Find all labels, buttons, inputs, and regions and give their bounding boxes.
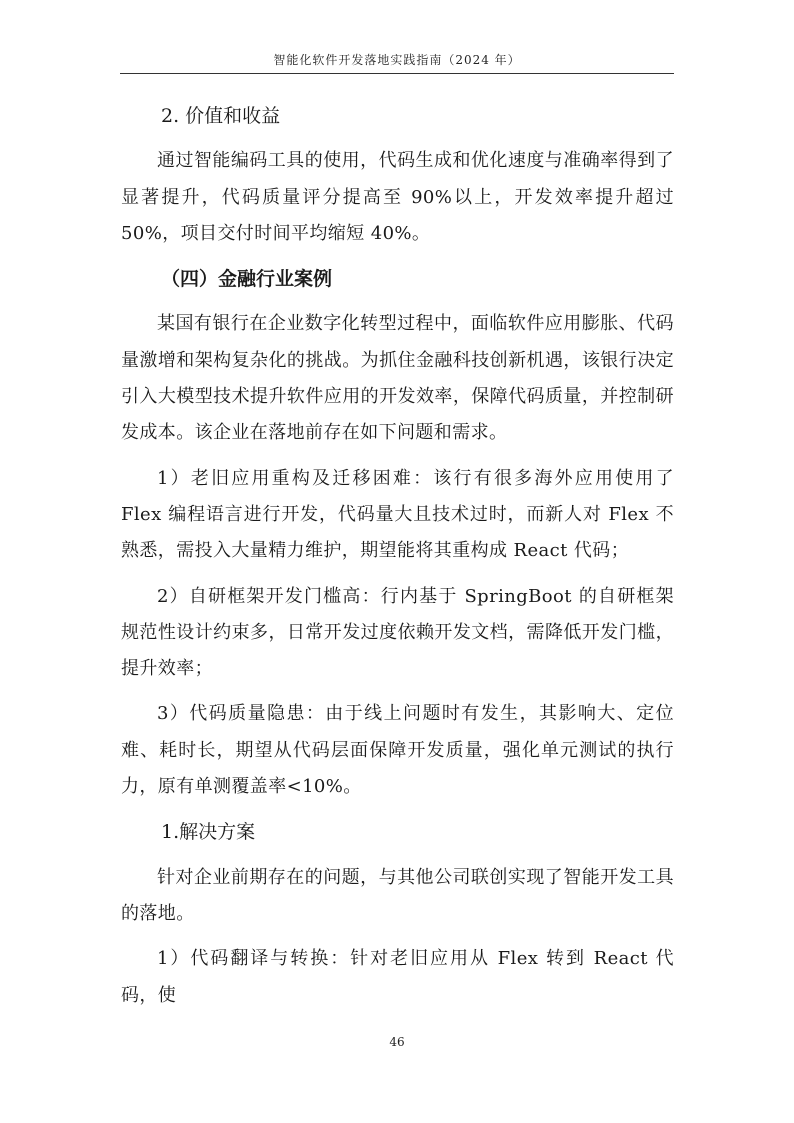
spacer [121,252,674,261]
paragraph-issue-3: 3）代码质量隐患：由于线上问题时有发生，其影响大、定位难、耗时长，期望从代码层面保障开发质量，强化单元测试的执行力，原有单测覆盖率<10%。 [121,703,674,798]
spacer [121,134,674,143]
header-divider [120,73,674,74]
paragraph-finance-intro: 某国有银行在企业数字化转型过程中，面临软件应用膨胀、代码量激增和架构复杂化的挑战。为抓住金融科技创新机遇，该银行决定引入大模型技术提升软件应用的开发效率，保障代码质量，并控制研发成本。该企业在落地前存在如下问题和需求。 [121,313,674,444]
page-header: 智能化软件开发落地实践指南（2024 年） [273,53,521,67]
spacer [121,297,674,306]
paragraph-solution-item-1: 1）代码翻译与转换：针对老旧应用从 Flex 转到 React 代码，使 [121,948,674,1006]
page-content [121,98,674,1014]
section-heading-value: 2. 价值和收益 [161,105,281,127]
section-heading-finance: （四）金融行业案例 [161,268,333,291]
page-number: 46 [389,1035,405,1049]
paragraph-issue-1: 1）老旧应用重构及迁移困难：该行有很多海外应用使用了 Flex 编程语言进行开发，代码量大且技术过时，而新人对 Flex 不熟悉，需投入大量精力维护，期望能将其重构成 React 代码； [121,467,674,562]
paragraph-issue-2: 2）自研框架开发门槛高：行内基于 SpringBoot 的自研框架规范性设计约束多，日常开发过度依赖开发文档，需降低开发门槛，提升效率； [121,585,674,680]
paragraph-value: 通过智能编码工具的使用，代码生成和优化速度与准确率得到了显著提升，代码质量评分提高至 90%以上，开发效率提升超过 50%，项目交付时间平均缩短 40%。 [121,150,674,244]
spacer [121,805,674,814]
spacer [121,932,674,941]
section-heading-solution: 1.解决方案 [161,821,256,844]
spacer [121,452,674,461]
spacer [121,570,674,579]
spacer [121,687,674,696]
spacer [121,851,674,860]
paragraph-solution: 针对企业前期存在的问题，与其他公司联创实现了智能开发工具的落地。 [121,866,674,924]
